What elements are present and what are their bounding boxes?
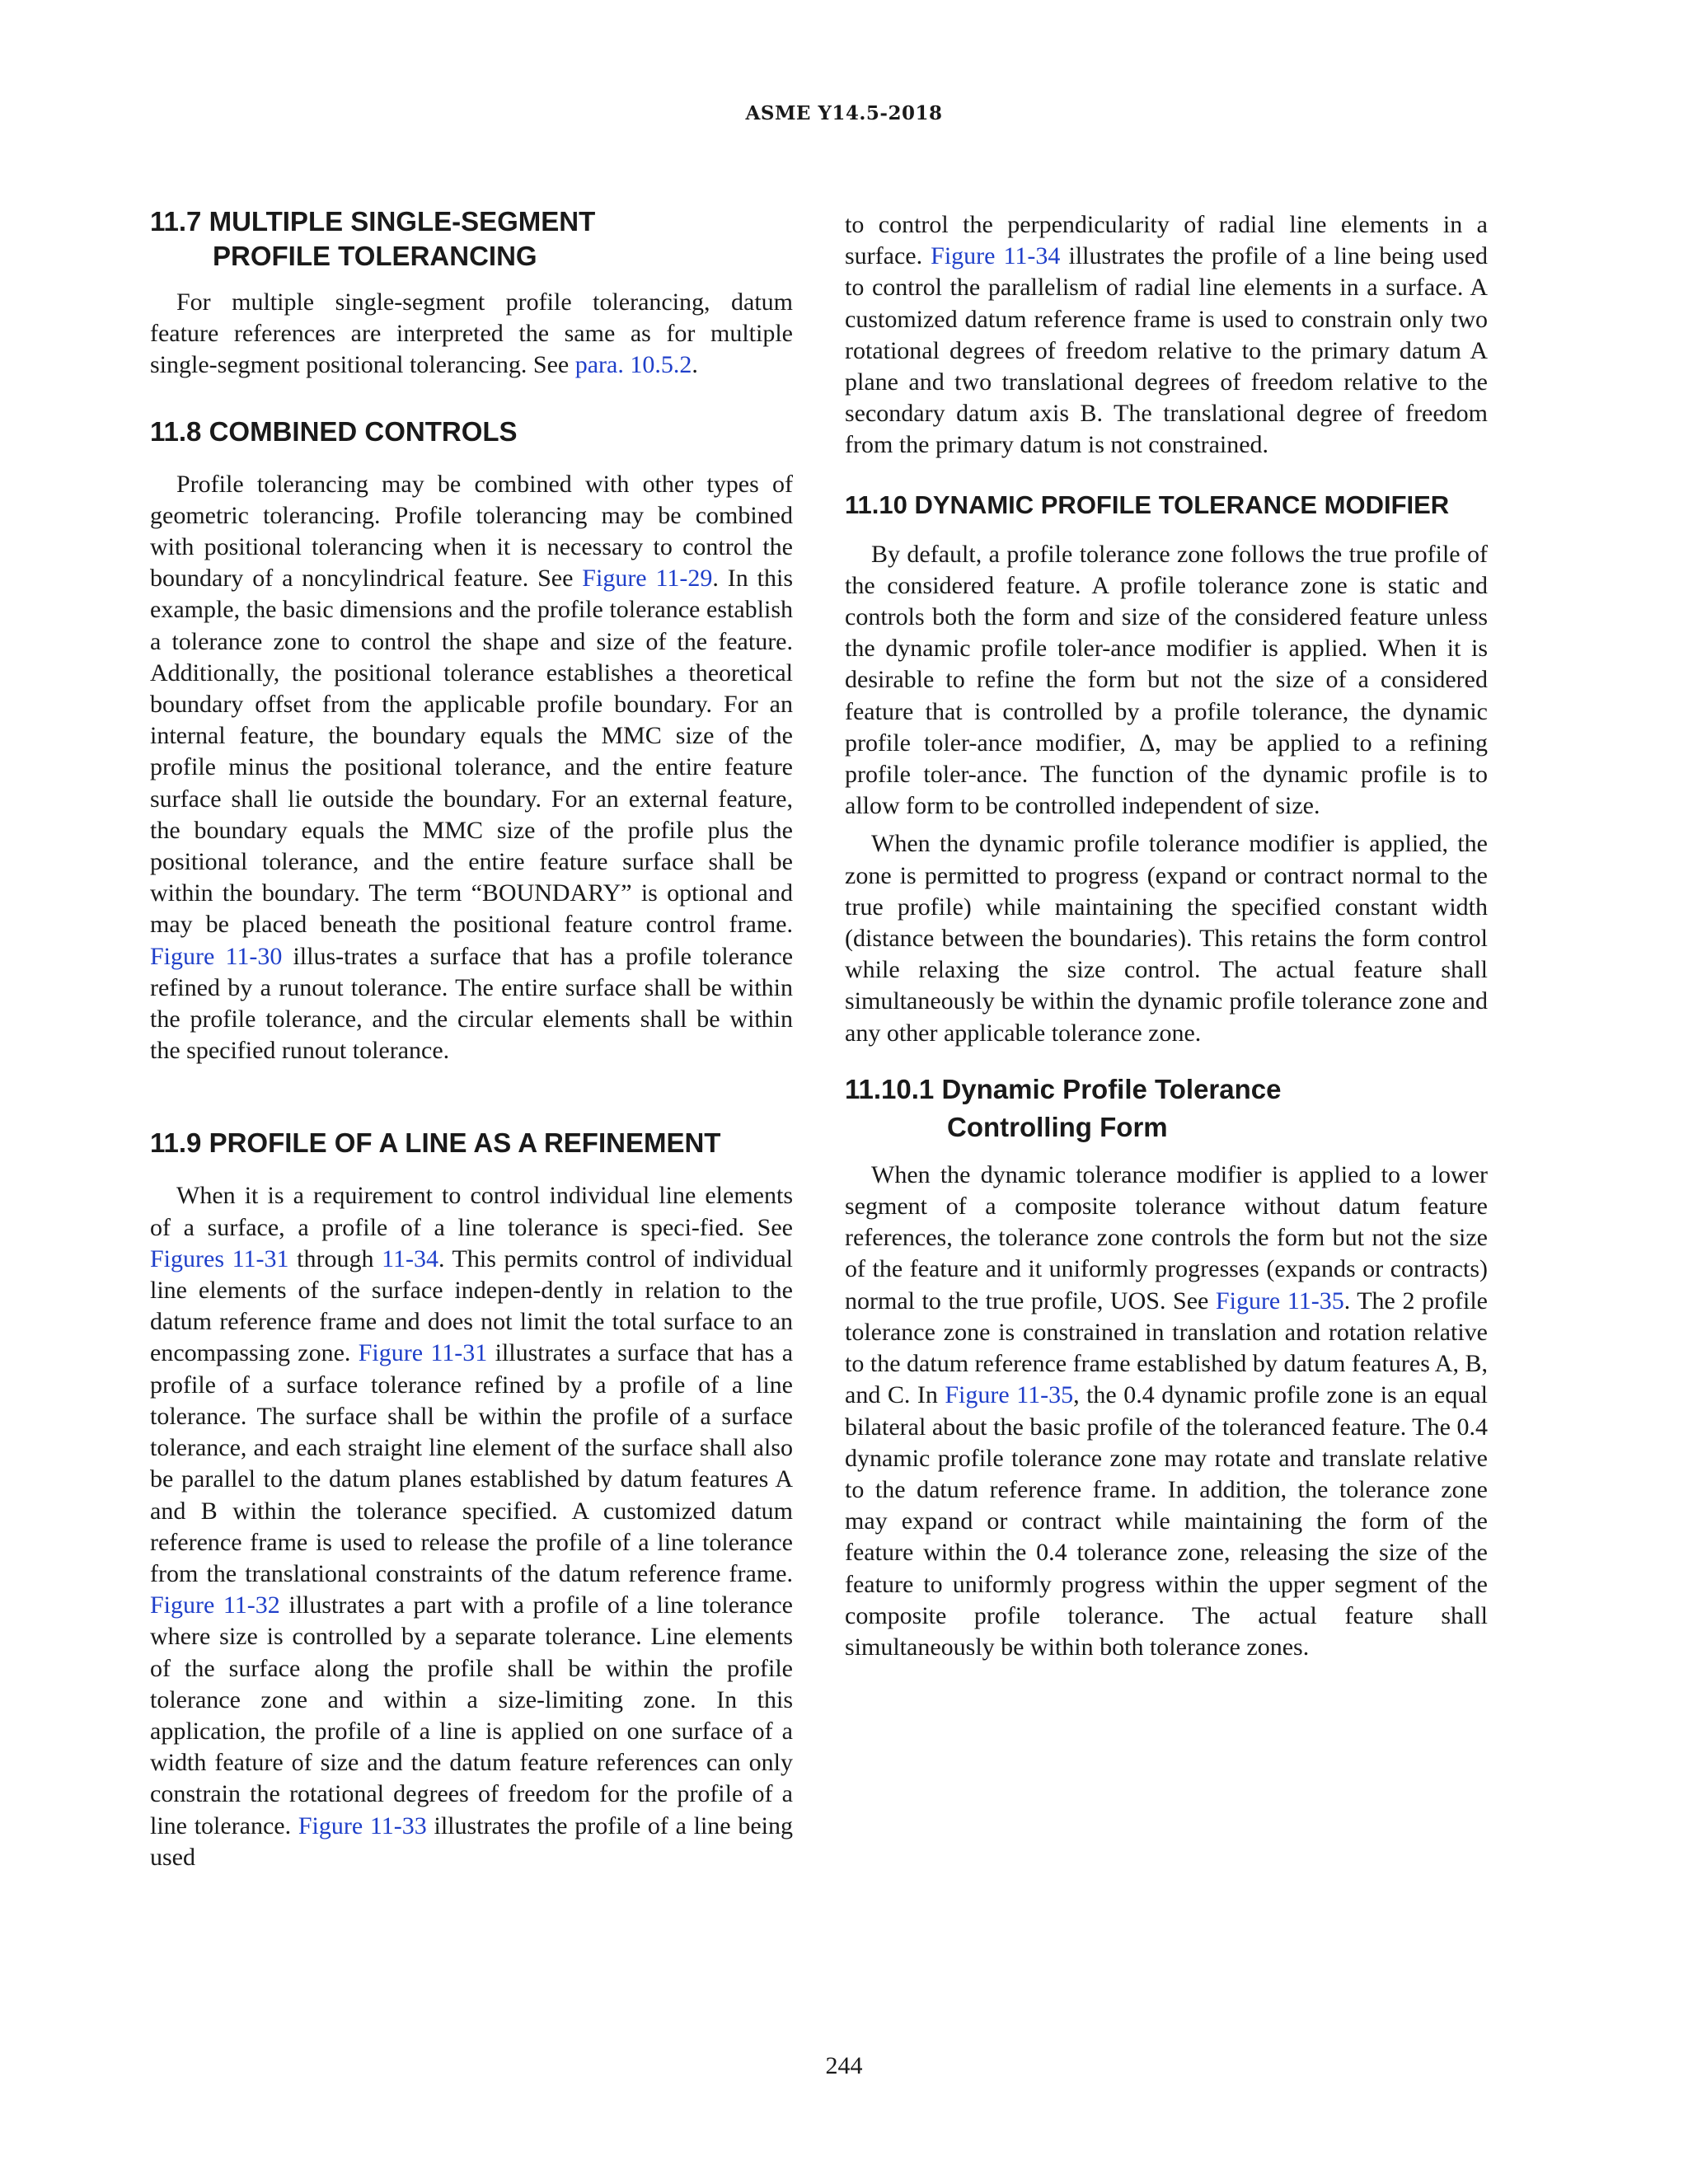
figure-11-31-link[interactable]: Figure 11-31 [358, 1339, 488, 1367]
text: , the 0.4 dynamic profile zone is an equal bilateral about the basic profile of the toleranced feature. The 0.4 dynamic profile tolerance zone may rotate and translate relative to the datum reference frame. In addition, the tolerance zone may expand or contract while maintaining the form of the feature within the 0.4 tolerance zone, releasing the size of the feature to uniformly progress within the upper segment of the composite profile tolerance. The actual feature shall simultaneously be within both tolerance zones. [845, 1381, 1489, 1661]
section-11-7-heading-line1: 11.7 MULTIPLE SINGLE-SEGMENT [150, 206, 596, 237]
section-11-7-paragraph [150, 287, 793, 382]
figure-11-34-link[interactable]: 11-34 [382, 1244, 438, 1272]
text: Profile tolerancing may be combined with other types of geometric tolerancing. Profile tolerancing may be combined with positional tolerancing when it is necessary to control the boundary of a noncylindrical feature. See [150, 470, 793, 593]
figure-11-34-link[interactable]: Figure 11-34 [931, 242, 1061, 270]
section-11-9-heading: 11.9 PROFILE OF A LINE AS A REFINEMENT [150, 1127, 721, 1159]
section-11-10-1-heading [845, 1071, 1488, 1146]
section-11-9-paragraph [150, 1180, 793, 1872]
section-11-7-heading [150, 204, 793, 274]
text: illustrates the profile of a line being used to control the parallelism of radial line elements in a surface. A customized datum reference frame is used to constrain only two rotational degrees of freedom relative to the primary datum A plane and two translational degrees of freedom relative to the secondary datum axis B. The translational degree of freedom from the primary datum is not constrained. [845, 242, 1489, 459]
text: to control the perpendicularity of radial line elements in a surface. [845, 211, 1488, 270]
text: . [692, 351, 698, 379]
figure-11-30-link[interactable]: Figure 11-30 [150, 942, 283, 970]
figures-11-31-link[interactable]: Figures 11-31 [150, 1244, 289, 1272]
text: . This permits control of individual line elements of the surface indepen-dently in relation to the datum reference frame and does not limit the total surface to an encompassing zone. [150, 1244, 793, 1367]
section-11-9-paragraph-continued [845, 209, 1488, 462]
para-10-5-2-link[interactable]: para. 10.5.2 [574, 351, 692, 379]
page-number: 244 [825, 2052, 863, 2079]
section-11-10-1-heading-line1: 11.10.1 Dynamic Profile Tolerance [845, 1073, 1282, 1104]
text: When it is a requirement to control individual line elements of a surface, a profile of a line tolerance is speci-fied. See [150, 1182, 793, 1241]
section-11-10-heading: 11.10 DYNAMIC PROFILE TOLERANCE MODIFIER [845, 490, 1450, 519]
text: illustrates a part with a profile of a line tolerance where size is controlled by a separate tolerance. Line elements of the surface along the profile shall be within the profile tolerance zone and within a size-limiting zone. In this application, the profile of a line is applied on one surface of a width feature of size and the datum feature references can only constrain the rotational degrees of freedom for the profile of a line tolerance. [150, 1591, 793, 1840]
section-11-10-1-paragraph [845, 1160, 1488, 1663]
right-column [845, 209, 1488, 1663]
text: . The 2 profile tolerance zone is constrained in translation and rotation relative to the datum reference frame established by datum features A, B, and C. In [845, 1286, 1488, 1409]
text: When the dynamic tolerance modifier is applied to a lower segment of a composite tolerance without datum feature references, the tolerance zone controls the form but not the size of the feature and it uniformly progresses (expands or contracts) normal to the true profile, UOS. See [845, 1160, 1488, 1315]
text: illustrates a surface that has a profile of a surface tolerance refined by a profile of a line tolerance. The surface shall be within the profile of a surface tolerance, and each straight line element of the surface shall also be parallel to the datum planes established by datum features A and B within the tolerance specified. A customized datum reference frame is used to release the profile of a line tolerance from the translational constraints of the datum reference frame. [150, 1339, 794, 1587]
figure-11-32-link[interactable]: Figure 11-32 [150, 1591, 280, 1619]
section-11-10-1-heading-line2: Controlling Form [947, 1111, 1168, 1142]
figure-11-33-link[interactable]: Figure 11-33 [298, 1811, 427, 1840]
section-11-8-heading: 11.8 COMBINED CONTROLS [150, 415, 518, 447]
text: illustrates the profile of a line being used [150, 1811, 793, 1871]
text: through [288, 1244, 382, 1272]
figure-11-35-link[interactable]: Figure 11-35 [945, 1381, 1074, 1409]
running-head: ASME Y14.5-2018 [745, 102, 943, 124]
section-11-10-paragraph-1: By default, a profile tolerance zone follows the true profile of the considered feature. A profile tolerance zone is static and controls both the form and size of the considered feature unless the dynamic profile toler-ance modifier is applied. When it is desirable to refine the form but not the size of a considered feature that is controlled by a profile tolerance, the dynamic profile toler-ance modifier, Δ, may be applied to a refining profile toler-ance. The function of the dynamic profile is to allow form to be controlled independent of size. [845, 540, 1488, 820]
section-11-7-heading-line2: PROFILE TOLERANCING [213, 241, 537, 271]
text: illus-trates a surface that has a profile tolerance refined by a runout tolerance. The entire surface shall be within the profile tolerance, and the circular elements shall be within the specified runout tolerance. [150, 942, 794, 1065]
section-11-8-paragraph [150, 469, 793, 1067]
figure-11-35-link[interactable]: Figure 11-35 [1215, 1286, 1344, 1315]
text: For multiple single-segment profile tolerancing, datum feature references are interpreted the same as for multiple single-segment positional tolerancing. See [150, 288, 793, 379]
left-column [150, 204, 793, 1873]
text: . In this example, the basic dimensions and the profile tolerance establish a tolerance zone to control the shape and size of the feature. Additionally, the positional tolerance establishes a theoretical boundary offset from the applicable profile boundary. For an internal feature, the boundary equals the MMC size of the profile minus the positional tolerance, and the entire feature surface shall lie outside the boundary. For an external feature, the boundary equals the MMC size of the profile plus the positional tolerance, and the entire feature surface shall be within the boundary. The term “BOUNDARY” is optional and may be placed beneath the positional feature control frame. [150, 565, 793, 939]
figure-11-29-link[interactable]: Figure 11-29 [582, 565, 713, 593]
section-11-10-paragraph-2: When the dynamic profile tolerance modifier is applied, the zone is permitted to progress (expand or contract normal to the true profile) while maintaining the specified constant width (distance between the boundaries). This retains the form control while relaxing the size control. The actual feature shall simultaneously be within the dynamic profile tolerance zone and any other applicable tolerance zone. [845, 830, 1488, 1047]
